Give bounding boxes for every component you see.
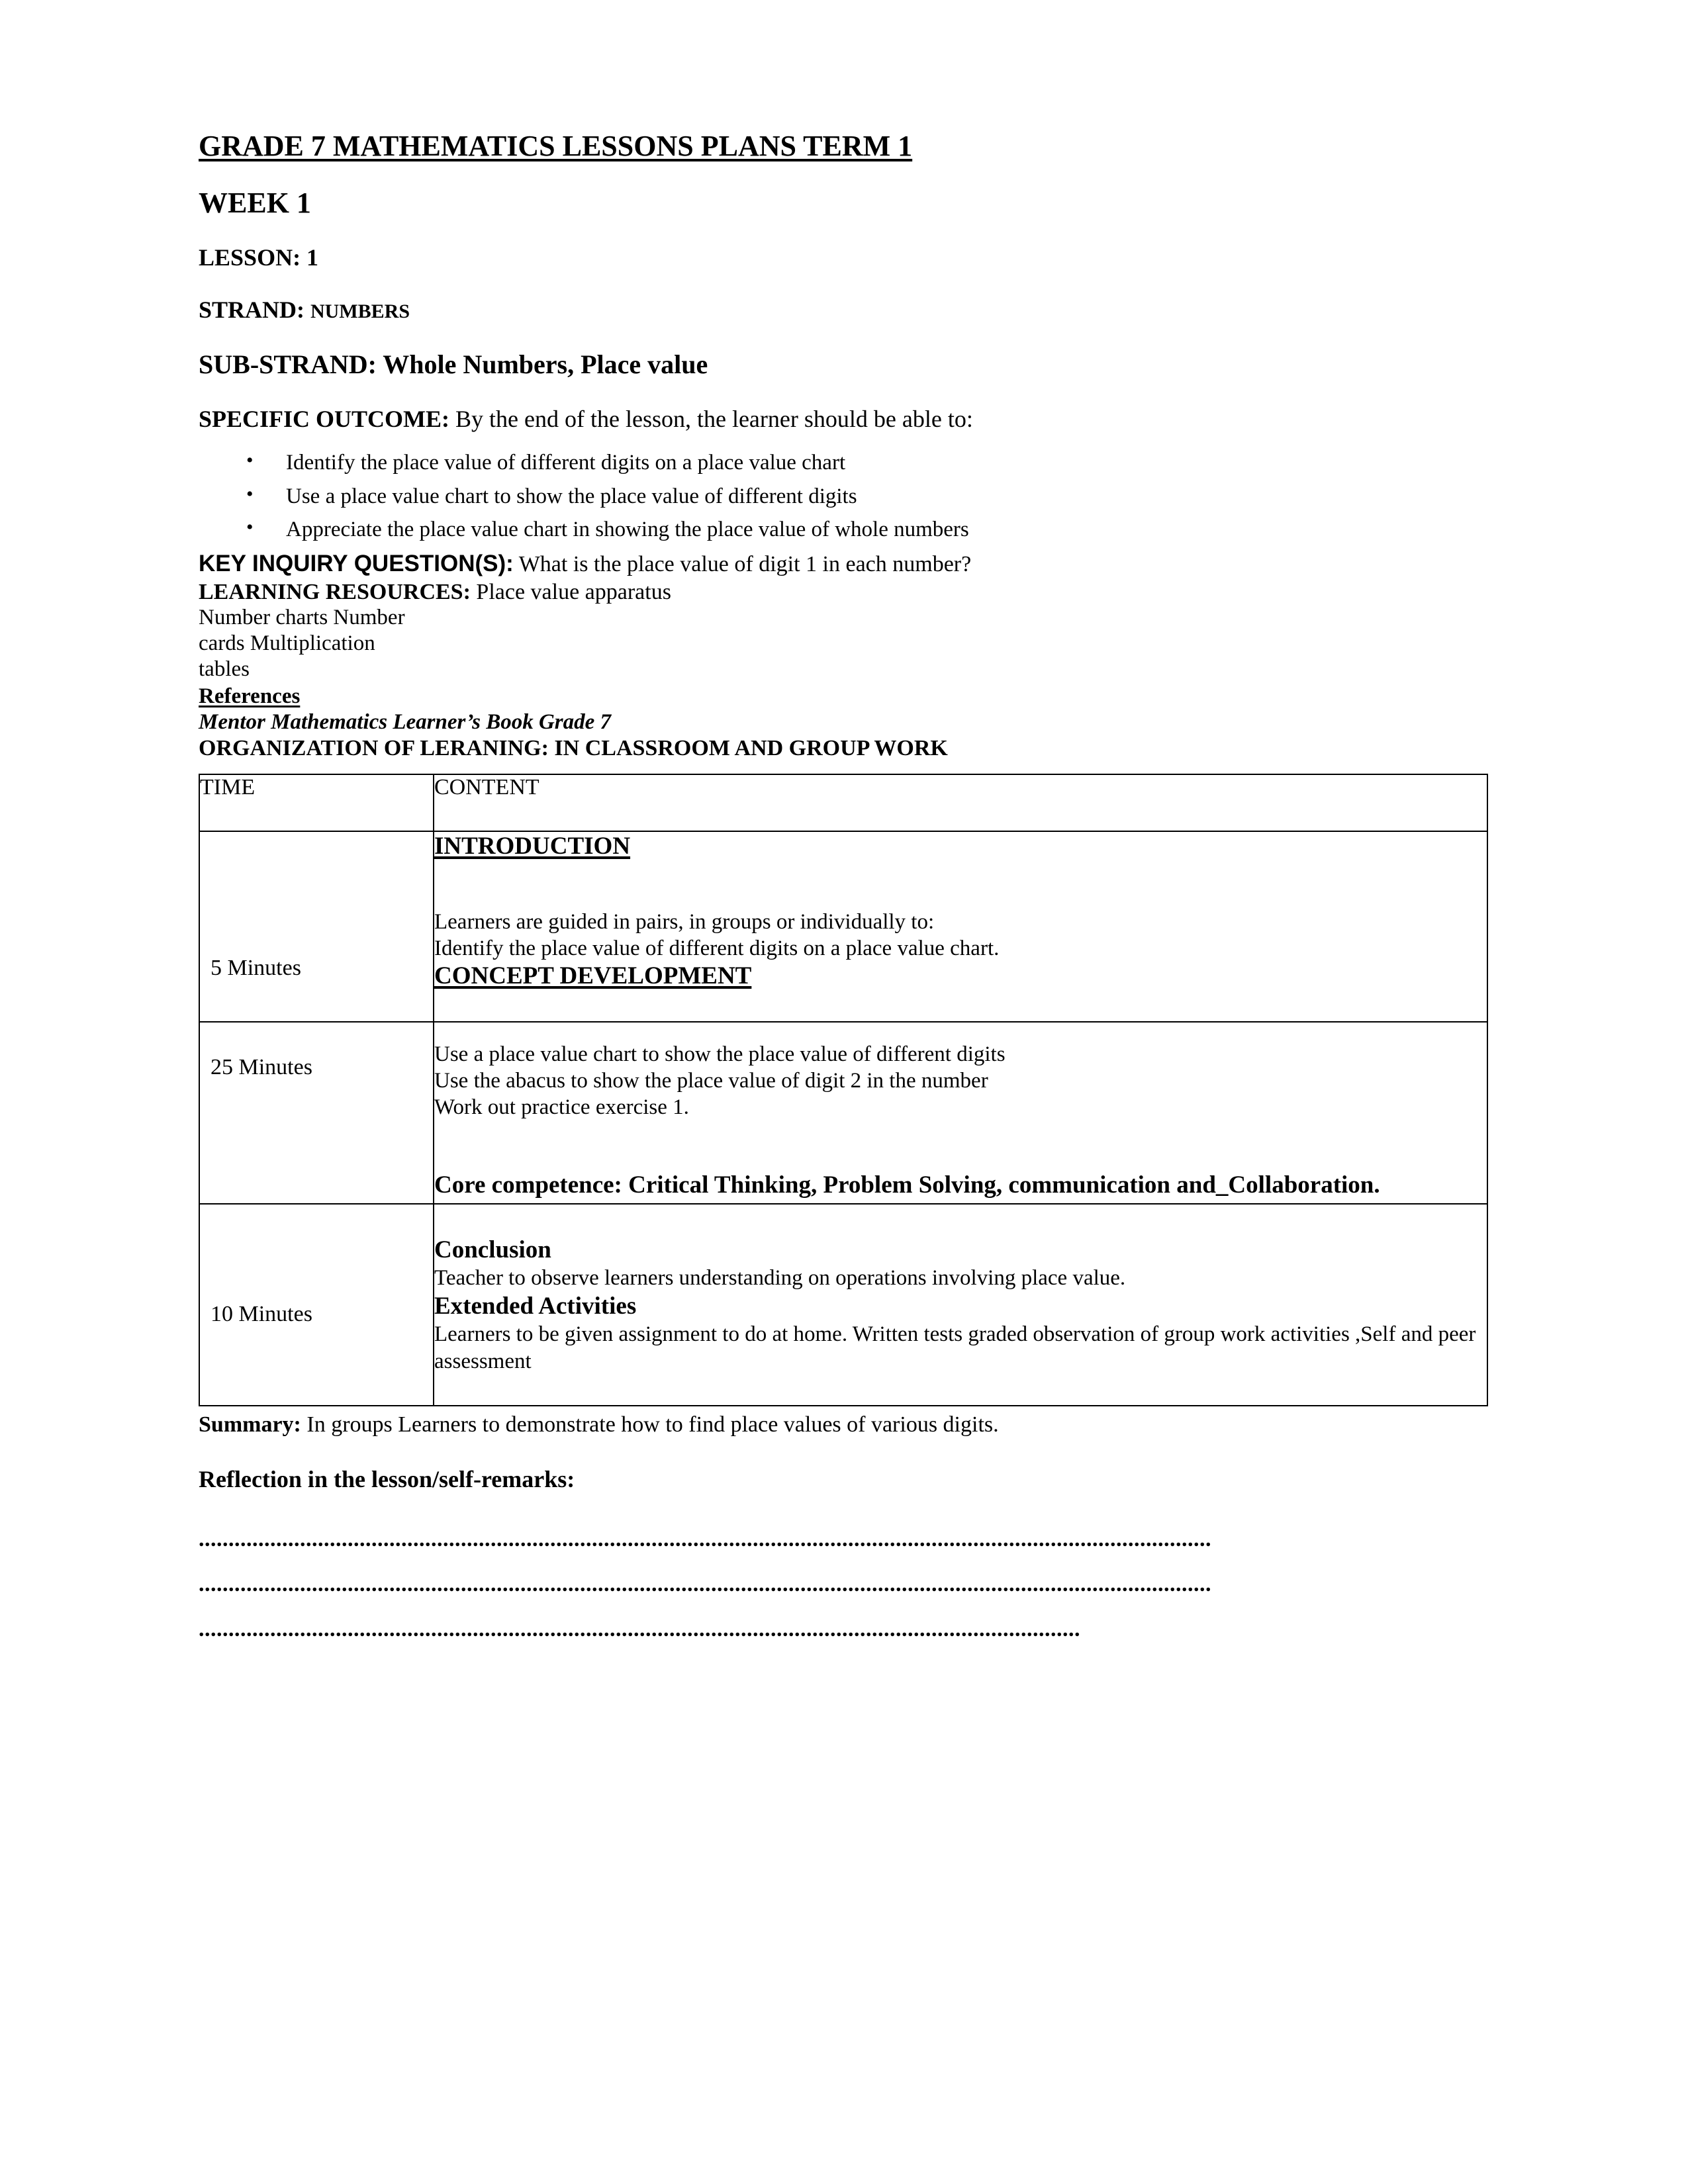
table-row	[199, 1022, 1487, 1204]
key-inquiry-text: What is the place value of digit 1 in each number?	[518, 552, 972, 577]
spacer	[434, 1023, 1487, 1041]
segment-body: Work out practice exercise 1.	[434, 1095, 689, 1120]
spacer	[434, 1205, 1487, 1235]
time-cell	[199, 831, 434, 1022]
spacer	[434, 1375, 1487, 1405]
time-cell	[199, 1022, 434, 1204]
reflection-heading: Reflection in the lesson/self-remarks:	[199, 1465, 575, 1492]
lesson-heading: LESSON: 1	[199, 244, 319, 271]
segment-heading: CONCEPT DEVELOPMENT	[434, 962, 752, 989]
dotted-line-1: ..........................................................................................................................................................................	[199, 1527, 1211, 1551]
summary-text: In groups Learners to demonstrate how to find place values of various digits.	[306, 1412, 999, 1437]
time-label: 5 Minutes	[211, 955, 301, 980]
segment-body: Identify the place value of different digits on a place value chart.	[434, 936, 1000, 960]
time-label: 25 Minutes	[211, 1054, 312, 1079]
outcomes-list	[199, 450, 1491, 543]
page-title: GRADE 7 MATHEMATICS LESSONS PLANS TERM 1	[199, 130, 913, 162]
list-item: • Appreciate the place value chart in showing the place value of whole numbers	[199, 517, 1491, 543]
key-inquiry-label: KEY INQUIRY QUESTION(S):	[199, 551, 514, 577]
learning-resources-label: LEARNING RESOURCES:	[199, 579, 471, 604]
content-segment	[434, 962, 1487, 991]
spacer	[434, 991, 1487, 1021]
content-cell	[434, 1204, 1487, 1406]
segment-body: Learners are guided in pairs, in groups or individually to:	[434, 909, 935, 934]
specific-outcome-label: SPECIFIC OUTCOME:	[199, 405, 450, 432]
key-inquiry-line	[199, 551, 1491, 578]
table-header-row	[199, 774, 1487, 831]
column-header-time: TIME	[199, 774, 434, 831]
core-competence-text: Core competence: Critical Thinking, Problem Solving, communication and_Collaboration.	[434, 1171, 1380, 1199]
segment-body: Learners to be given assignment to do at home. Written tests graded observation of group work activities ,Self and peer assessment	[434, 1322, 1476, 1373]
list-item: • Identify the place value of different digits on a place value chart	[199, 450, 1491, 477]
strand-label: STRAND:	[199, 296, 305, 324]
lesson-plan-table	[199, 774, 1488, 1406]
specific-outcome-text: By the end of the lesson, the learner should be able to:	[455, 405, 973, 432]
segment-body: Teacher to observe learners understanding on operations involving place value.	[434, 1266, 1126, 1291]
spacer	[434, 1120, 1487, 1168]
spacer	[434, 861, 1487, 909]
time-label: 10 Minutes	[211, 1301, 312, 1326]
references-heading: References	[199, 684, 301, 708]
segment-heading: Extended Activities	[434, 1293, 637, 1320]
dotted-line-2: ..........................................................................................................................................................................	[199, 1572, 1211, 1596]
resources-line-3: tables	[199, 657, 250, 681]
column-header-content: CONTENT	[434, 774, 1487, 831]
segment-heading: Conclusion	[434, 1236, 551, 1263]
summary-line	[199, 1412, 1491, 1439]
time-cell	[199, 1204, 434, 1406]
resources-line-2: cards Multiplication	[199, 631, 375, 655]
table-row	[199, 831, 1487, 1022]
learning-resources-line	[199, 579, 1491, 605]
list-item: • Use a place value chart to show the place value of different digits	[199, 484, 1491, 510]
table-row	[199, 1204, 1487, 1406]
learning-resources-text: Place value apparatus	[476, 579, 671, 604]
organization-line: ORGANIZATION OF LERANING: IN CLASSROOM AND GROUP WORK	[199, 735, 948, 760]
segment-heading: INTRODUCTION	[434, 832, 631, 860]
segment-body: Use the abacus to show the place value of digit 2 in the number	[434, 1068, 988, 1093]
content-cell	[434, 1022, 1487, 1204]
summary-label: Summary:	[199, 1412, 301, 1437]
segment-body: Use a place value chart to show the place value of different digits	[434, 1042, 1006, 1066]
week-heading: WEEK 1	[199, 187, 311, 220]
resources-line-1: Number charts Number	[199, 606, 405, 630]
references-book: Mentor Mathematics Learner’s Book Grade 7	[199, 709, 612, 734]
strand-value: NUMBERS	[310, 300, 410, 323]
specific-outcome-line	[199, 406, 1491, 433]
document-body	[199, 130, 1491, 1641]
strand-line	[199, 297, 1491, 324]
dotted-line-3: ....................................................................................................................................................	[199, 1617, 1080, 1641]
content-cell	[434, 831, 1487, 1022]
substrand-line: SUB-STRAND: Whole Numbers, Place value	[199, 349, 708, 379]
content-segment	[434, 832, 1487, 861]
